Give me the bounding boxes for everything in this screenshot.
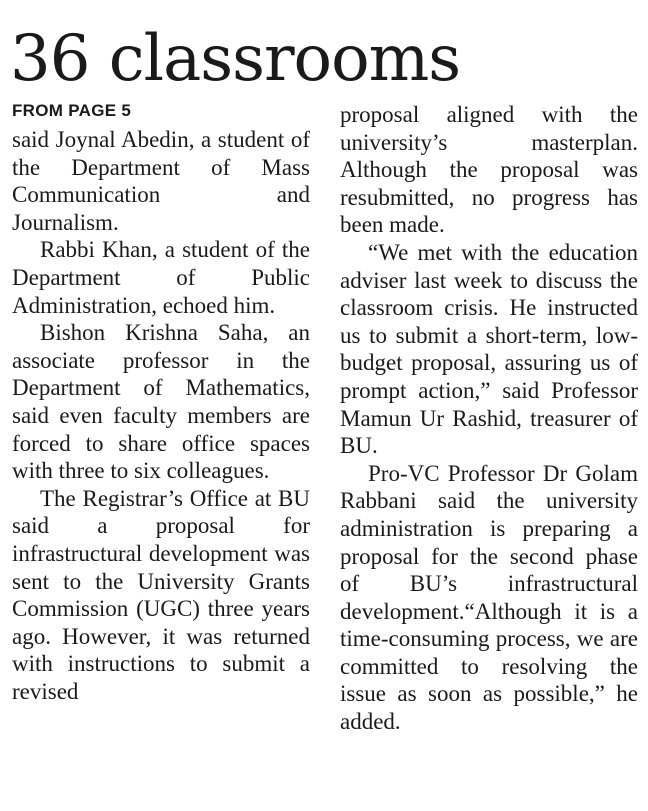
paragraph: Rabbi Khan, a student of the Department of Public Administration, echoed him.: [12, 237, 310, 318]
paragraph: The Registrar’s Office at BU said a proposal for infrastructural development was sent to the University Grants Commission (UGC) three years ago. However, it was returned with instructions to submit a revised: [12, 485, 310, 704]
paragraph: proposal aligned with the university’s masterplan. Although the proposal was resubmitted, no progress has been made.: [340, 102, 638, 238]
paragraph: Pro-VC Professor Dr Golam Rabbani said the university administration is preparing a proposal for the second phase of BU’s infrastructural development.“Although it is a time-consuming process, we are committed to resolving the issue as soon as possible,” he added.: [340, 460, 638, 735]
paragraph: said Joynal Abedin, a student of the Department of Mass Communication and Journalism.: [12, 127, 310, 235]
jump-line: FROM PAGE 5: [12, 101, 132, 120]
paragraph: Bishon Krishna Saha, an associate professor in the Department of Mathematics, said even faculty members are forced to share office spaces with three to six colleagues.: [12, 320, 310, 484]
left-column: [12, 126, 310, 705]
paragraph: “We met with the education adviser last week to discuss the classroom crisis. He instructed us to submit a short-term, low-budget proposal, assuring us of prompt action,” said Professor Mamun Ur Rashid, treasurer of BU.: [340, 239, 638, 459]
headline: 36 classrooms: [10, 22, 461, 96]
right-column: [340, 101, 638, 736]
